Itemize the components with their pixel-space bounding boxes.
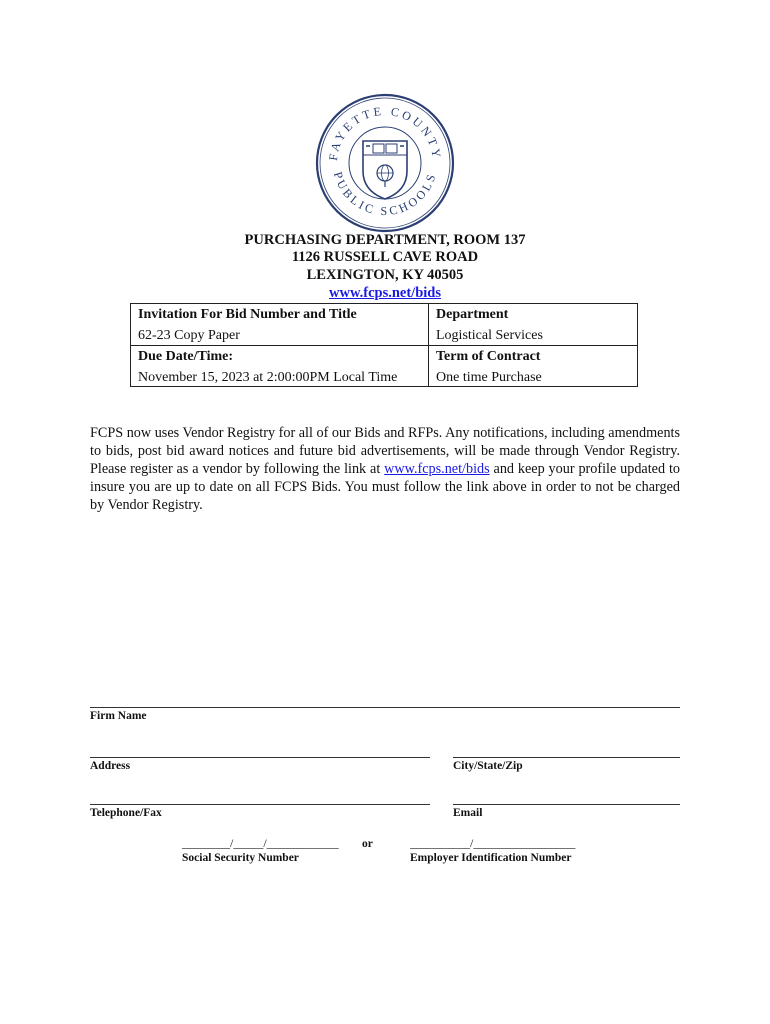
- email-label: Email: [453, 807, 483, 819]
- term-header: Term of Contract: [436, 349, 541, 364]
- due-date-header: Due Date/Time:: [138, 349, 233, 364]
- address-line[interactable]: [90, 757, 430, 758]
- or-label: or: [362, 838, 373, 850]
- svg-text:FAYETTE COUNTY: FAYETTE COUNTY: [325, 103, 445, 162]
- ssn-label: Social Security Number: [182, 852, 299, 864]
- ssn-field[interactable]: ________/_____/____________: [182, 836, 339, 850]
- due-date-value: November 15, 2023 at 2:00:00PM Local Time: [138, 370, 398, 385]
- department-header: Department: [436, 307, 509, 322]
- department-value: Logistical Services: [436, 328, 543, 343]
- term-value: One time Purchase: [436, 370, 542, 385]
- email-line[interactable]: [453, 804, 680, 805]
- firm-name-line[interactable]: [90, 707, 680, 708]
- fcps-seal-logo: [315, 93, 455, 233]
- street-address: 1126 RUSSELL CAVE ROAD: [291, 249, 479, 265]
- department-room: PURCHASING DEPARTMENT, ROOM 137: [244, 232, 526, 248]
- city-state-zip: LEXINGTON, KY 40505: [306, 267, 464, 283]
- address-label: Address: [90, 760, 131, 772]
- bid-number-value: 62-23 Copy Paper: [138, 328, 240, 343]
- vendor-registry-notice: FCPS now uses Vendor Registry for all of our Bids and RFPs. Any notifications, including amendments to bids, post bid award notices and future bid advertisements, will be made through Vendor Registry. Please register as a vendor by following the link at www.fcps.net/bids and keep your profile updated to insure you are up to date on all FCPS Bids. You must follow the link above in order to not be charged by Vendor Registry.: [90, 425, 680, 513]
- telephone-fax-label: Telephone/Fax: [90, 807, 162, 819]
- ein-label: Employer Identification Number: [410, 852, 572, 864]
- telephone-fax-line[interactable]: [90, 804, 430, 805]
- bid-number-header: Invitation For Bid Number and Title: [138, 307, 357, 322]
- svg-text:PUBLIC SCHOOLS: PUBLIC SCHOOLS: [330, 170, 440, 219]
- notice-bids-link[interactable]: www.fcps.net/bids: [384, 461, 490, 477]
- firm-name-label: Firm Name: [90, 710, 147, 722]
- bids-link[interactable]: www.fcps.net/bids: [329, 285, 441, 301]
- ein-field[interactable]: __________/_________________: [410, 836, 576, 850]
- bid-info-table: [130, 303, 638, 387]
- city-state-zip-label: City/State/Zip: [453, 760, 523, 772]
- city-state-zip-line[interactable]: [453, 757, 680, 758]
